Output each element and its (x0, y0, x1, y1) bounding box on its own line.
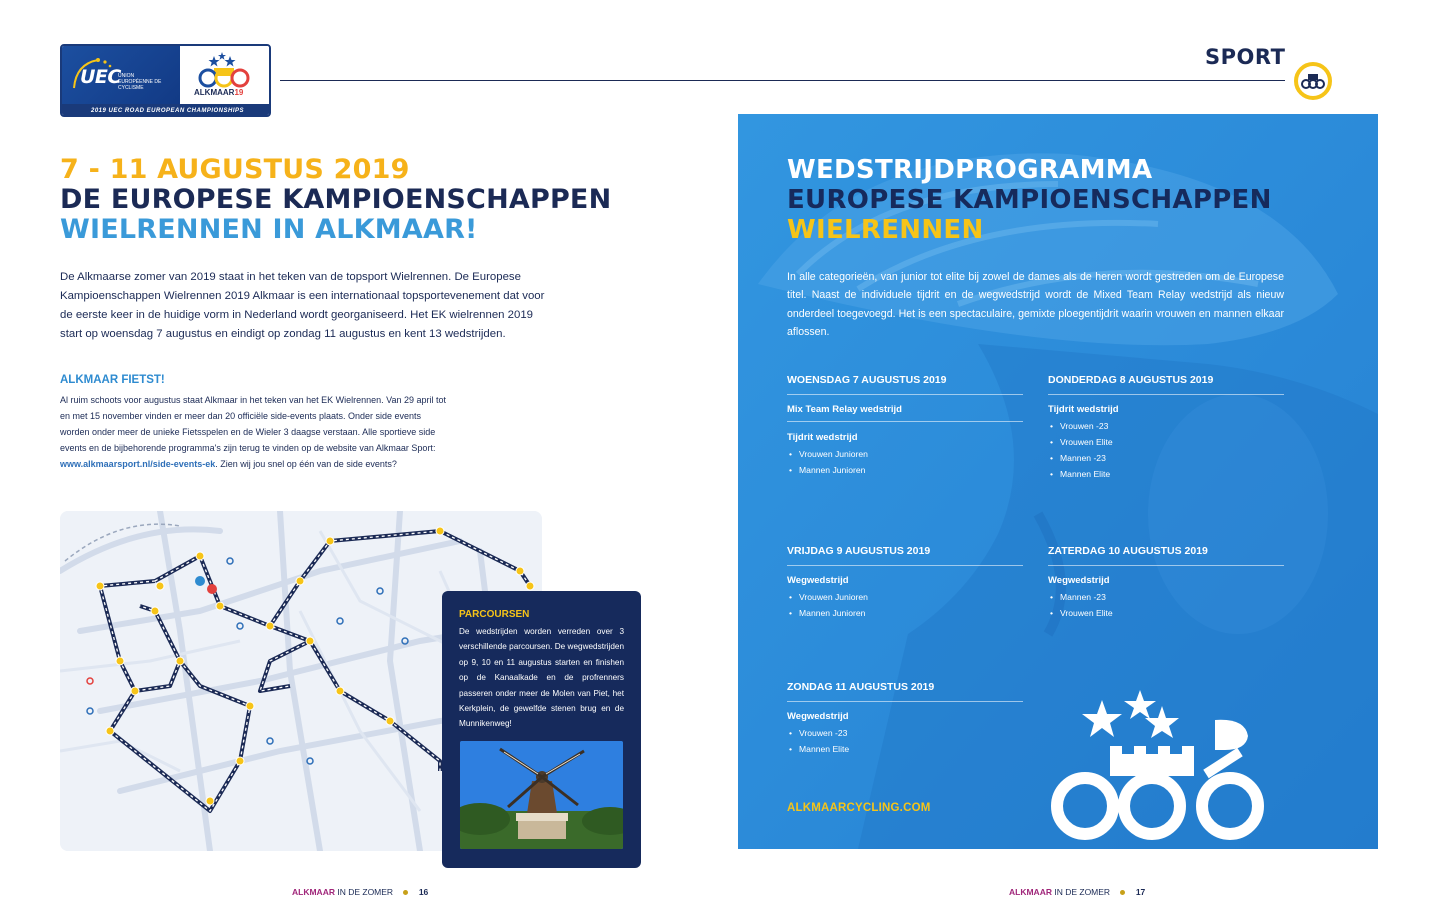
alkmaar19-logo-text: ALKMAAR19 (194, 88, 244, 97)
category-list (787, 725, 1023, 757)
uec-logo-text: UEC (80, 66, 121, 88)
main-heading-line2: WIELRENNEN IN ALKMAAR! (60, 214, 478, 245)
footer-rest-left: IN DE ZOMER (337, 887, 394, 897)
category-list (1048, 418, 1284, 482)
category-list (787, 589, 1023, 621)
parcoursen-title: PARCOURSEN (459, 609, 530, 620)
list-item: • Mannen Elite (787, 741, 1023, 757)
event-divider (787, 421, 1023, 422)
footer-brand-right: ALKMAAR (1009, 887, 1052, 897)
list-item: • Mannen -23 (1048, 450, 1284, 466)
parcoursen-text: De wedstrijden worden verreden over 3 verschillende parcoursen. De wegwedstrijden op 9, 10 en 11 augustus starten en finishen op de Kanaalkade en de profrenners passeren onder meer de Molen van Piet, het Kerkplein, de gewelfde stenen brug en de Munnikenweg! (459, 627, 624, 729)
sport-bike-icon (1294, 62, 1332, 100)
day-block-wednesday (787, 374, 1023, 478)
uec-logo-subtext: UNION EUROPÉENNE DE CYCLISME (118, 73, 162, 91)
list-item: • Vrouwen Junioren (787, 589, 1023, 605)
day-title: ZONDAG 11 AUGUSTUS 2019 (787, 681, 1023, 702)
category-list (787, 446, 1023, 478)
alkmaar19-logo (180, 46, 271, 104)
alkmaar-fietst-paragraph: Al ruim schoots voor augustus staat Alkmaar in het teken van het EK Wielrennen. Van 29 april tot en met 15 november vinden er meer dan 20 officiële side-events plaats. Onder side events worden onder meer de unieke Fietsspelen en de Wieler 3 daagse verstaan. Alle sportieve side events en de bijbehorende programma's zijn terug te vinden op de website van Alkmaar Sport: www.alkmaarsport.nl/side-events-ek. Zien wij jou snel op één van de side events? (60, 395, 447, 469)
date-heading: 7 - 11 AUGUSTUS 2019 (60, 154, 410, 185)
list-item: • Vrouwen -23 (787, 725, 1023, 741)
footer-rest-right: IN DE ZOMER (1054, 887, 1111, 897)
footer-dot-left (403, 890, 408, 895)
list-item: • Vrouwen Elite (1048, 605, 1284, 621)
day-block-saturday (1048, 545, 1284, 621)
event-name: Tijdrit wedstrijd (787, 432, 858, 443)
windmill-photo (460, 741, 623, 849)
windmill-illustration (460, 741, 623, 849)
main-heading-line1: DE EUROPESE KAMPIOENSCHAPPEN (60, 184, 612, 215)
page-number-right: 17 (1135, 887, 1146, 897)
list-item: • Mannen Junioren (787, 605, 1023, 621)
website-link[interactable]: ALKMAARCYCLING.COM (787, 802, 931, 814)
event-name: Wegwedstrijd (787, 711, 849, 722)
uec-logo (62, 46, 180, 104)
bike-castle-icon (192, 50, 260, 88)
logo-band-text: 2019 UEC ROAD EUROPEAN CHAMPIONSHIPS (62, 104, 271, 117)
section-label: SPORT (1205, 45, 1286, 69)
page-number-left: 16 (418, 887, 429, 897)
intro-paragraph: De Alkmaarse zomer van 2019 staat in het teken van de topsport Wielrennen. De Europese Kampioenschappen Wielrennen 2019 Alkmaar is een internationaal topsportevenement dat voor de eerste keer in de huidige vorm in Nederland wordt georganiseerd. Het EK wielrennen 2019 start op woensdag 7 augustus en eindigt op zondag 11 augustus en kent 13 wedstrijden. (60, 271, 545, 340)
list-item: • Vrouwen -23 (1048, 418, 1284, 434)
event-name: Wegwedstrijd (787, 575, 849, 586)
footer-dot-right (1120, 890, 1125, 895)
list-item: • Vrouwen Junioren (787, 446, 1023, 462)
program-title-line2: EUROPESE KAMPIOENSCHAPPEN (787, 185, 1272, 215)
parcoursen-card (442, 591, 641, 868)
footer-brand-left: ALKMAAR (292, 887, 335, 897)
event-name: Tijdrit wedstrijd (1048, 404, 1119, 415)
footer-left (292, 887, 428, 897)
footer-right (1009, 887, 1145, 897)
list-item: • Mannen Junioren (787, 462, 1023, 478)
alkmaar-fietst-heading: ALKMAAR FIETST! (60, 374, 165, 386)
day-title: ZATERDAG 10 AUGUSTUS 2019 (1048, 545, 1284, 566)
alkmaar-cycling-logo-icon (1040, 690, 1310, 840)
day-block-friday (787, 545, 1023, 621)
list-item: • Mannen -23 (1048, 589, 1284, 605)
program-title-line3: WIELRENNEN (787, 215, 984, 245)
header-divider (280, 80, 1285, 81)
day-title: VRIJDAG 9 AUGUSTUS 2019 (787, 545, 1023, 566)
day-title: WOENSDAG 7 AUGUSTUS 2019 (787, 374, 1023, 395)
event-name: Wegwedstrijd (1048, 575, 1110, 586)
list-item: • Vrouwen Elite (1048, 434, 1284, 450)
program-intro: In alle categorieën, van junior tot elite bij zowel de dames als de heren wordt gestreden om de Europese titel. Naast de individuele tijdrit en de wegwedstrijd wordt de Mixed Team Relay wedstrijd als nieuw onderdeel toegevoegd. Het is een spectaculaire, gemixte ploegentijdrit waarin vrouwen en mannen elkaar aflossen. (787, 271, 1284, 338)
side-events-link[interactable]: www.alkmaarsport.nl/side-events-ek (60, 459, 216, 469)
list-item: • Mannen Elite (1048, 466, 1284, 482)
day-block-sunday (787, 681, 1023, 757)
uec-alkmaar-logo (60, 44, 271, 117)
program-title-line1: WEDSTRIJDPROGRAMMA (787, 155, 1153, 185)
category-list (1048, 589, 1284, 621)
event-name: Mix Team Relay wedstrijd (787, 404, 902, 415)
day-block-thursday (1048, 374, 1284, 482)
day-title: DONDERDAG 8 AUGUSTUS 2019 (1048, 374, 1284, 395)
